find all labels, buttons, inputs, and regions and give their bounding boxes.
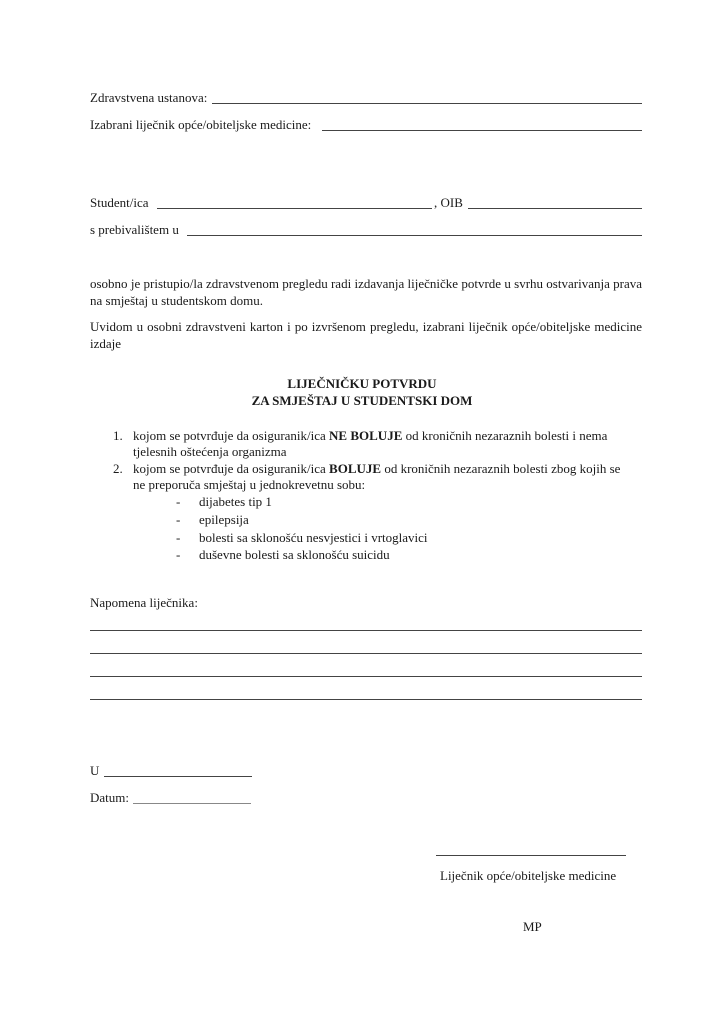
disease-item: duševne bolesti sa sklonošću suicidu bbox=[199, 547, 390, 562]
disease-item: bolesti sa sklonošću nesvjestici i vrtoglavici bbox=[199, 530, 428, 545]
item-number: 1. bbox=[113, 428, 123, 443]
item-text-continued: tjelesnih oštećenja organizma bbox=[133, 444, 287, 459]
paragraph-attendance: osobno je pristupio/la zdravstvenom pregledu radi izdavanja liječničke potvrde u svrhu ostvarivanja prava na smještaj u studentskom domu. bbox=[90, 276, 642, 308]
item-bold: NE BOLUJE bbox=[329, 428, 403, 443]
item-prefix: kojom se potvrđuje da osiguranik/ica bbox=[133, 461, 330, 476]
residence-field[interactable] bbox=[187, 235, 642, 236]
note-line[interactable] bbox=[90, 653, 642, 654]
list-bullet: - bbox=[176, 530, 181, 545]
note-line[interactable] bbox=[90, 699, 642, 700]
item-number: 2. bbox=[113, 461, 123, 476]
paragraph-issuance: Uvidom u osobni zdravstveni karton i po izvršenom pregledu, izabrani liječnik opće/obiteljske medicine izdaje bbox=[90, 319, 642, 351]
signature-line[interactable] bbox=[436, 855, 626, 856]
disease-item: dijabetes tip 1 bbox=[199, 494, 272, 509]
item-text bbox=[133, 461, 642, 477]
residence-label: s prebivalištem u bbox=[90, 222, 179, 237]
signature-label: Liječnik opće/obiteljske medicine bbox=[440, 868, 617, 883]
note-line[interactable] bbox=[90, 676, 642, 677]
note-label: Napomena liječnika: bbox=[90, 595, 198, 610]
item-prefix: kojom se potvrđuje da osiguranik/ica bbox=[133, 428, 330, 443]
item-bold: BOLUJE bbox=[329, 461, 382, 476]
document-title-line2: ZA SMJEŠTAJ U STUDENTSKI DOM bbox=[251, 393, 473, 408]
doctor-label: Izabrani liječnik opće/obiteljske medicine: bbox=[90, 117, 312, 132]
list-bullet: - bbox=[176, 547, 181, 562]
disease-item: epilepsija bbox=[199, 512, 249, 527]
list-bullet: - bbox=[176, 494, 181, 509]
date-field[interactable] bbox=[133, 803, 251, 804]
place-field[interactable] bbox=[104, 776, 252, 777]
place-label: U bbox=[90, 763, 100, 778]
institution-label: Zdravstvena ustanova: bbox=[90, 90, 208, 105]
student-label: Student/ica bbox=[90, 195, 149, 210]
institution-field[interactable] bbox=[212, 103, 642, 104]
date-label: Datum: bbox=[90, 790, 129, 805]
item-text bbox=[133, 428, 642, 444]
item-suffix: od kroničnih nezaraznih bolesti i nema bbox=[402, 428, 608, 443]
doctor-field[interactable] bbox=[322, 130, 642, 131]
oib-label: , OIB bbox=[434, 195, 463, 210]
student-name-field[interactable] bbox=[157, 208, 432, 209]
item-text-continued: ne preporuča smještaj u jednokrevetnu sobu: bbox=[133, 477, 366, 492]
document-title-line1: LIJEČNIČKU POTVRDU bbox=[287, 376, 437, 391]
stamp-label: MP bbox=[523, 919, 542, 934]
item-suffix: od kroničnih nezaraznih bolesti zbog kojih se bbox=[381, 461, 621, 476]
oib-field[interactable] bbox=[468, 208, 642, 209]
list-bullet: - bbox=[176, 512, 181, 527]
note-line[interactable] bbox=[90, 630, 642, 631]
